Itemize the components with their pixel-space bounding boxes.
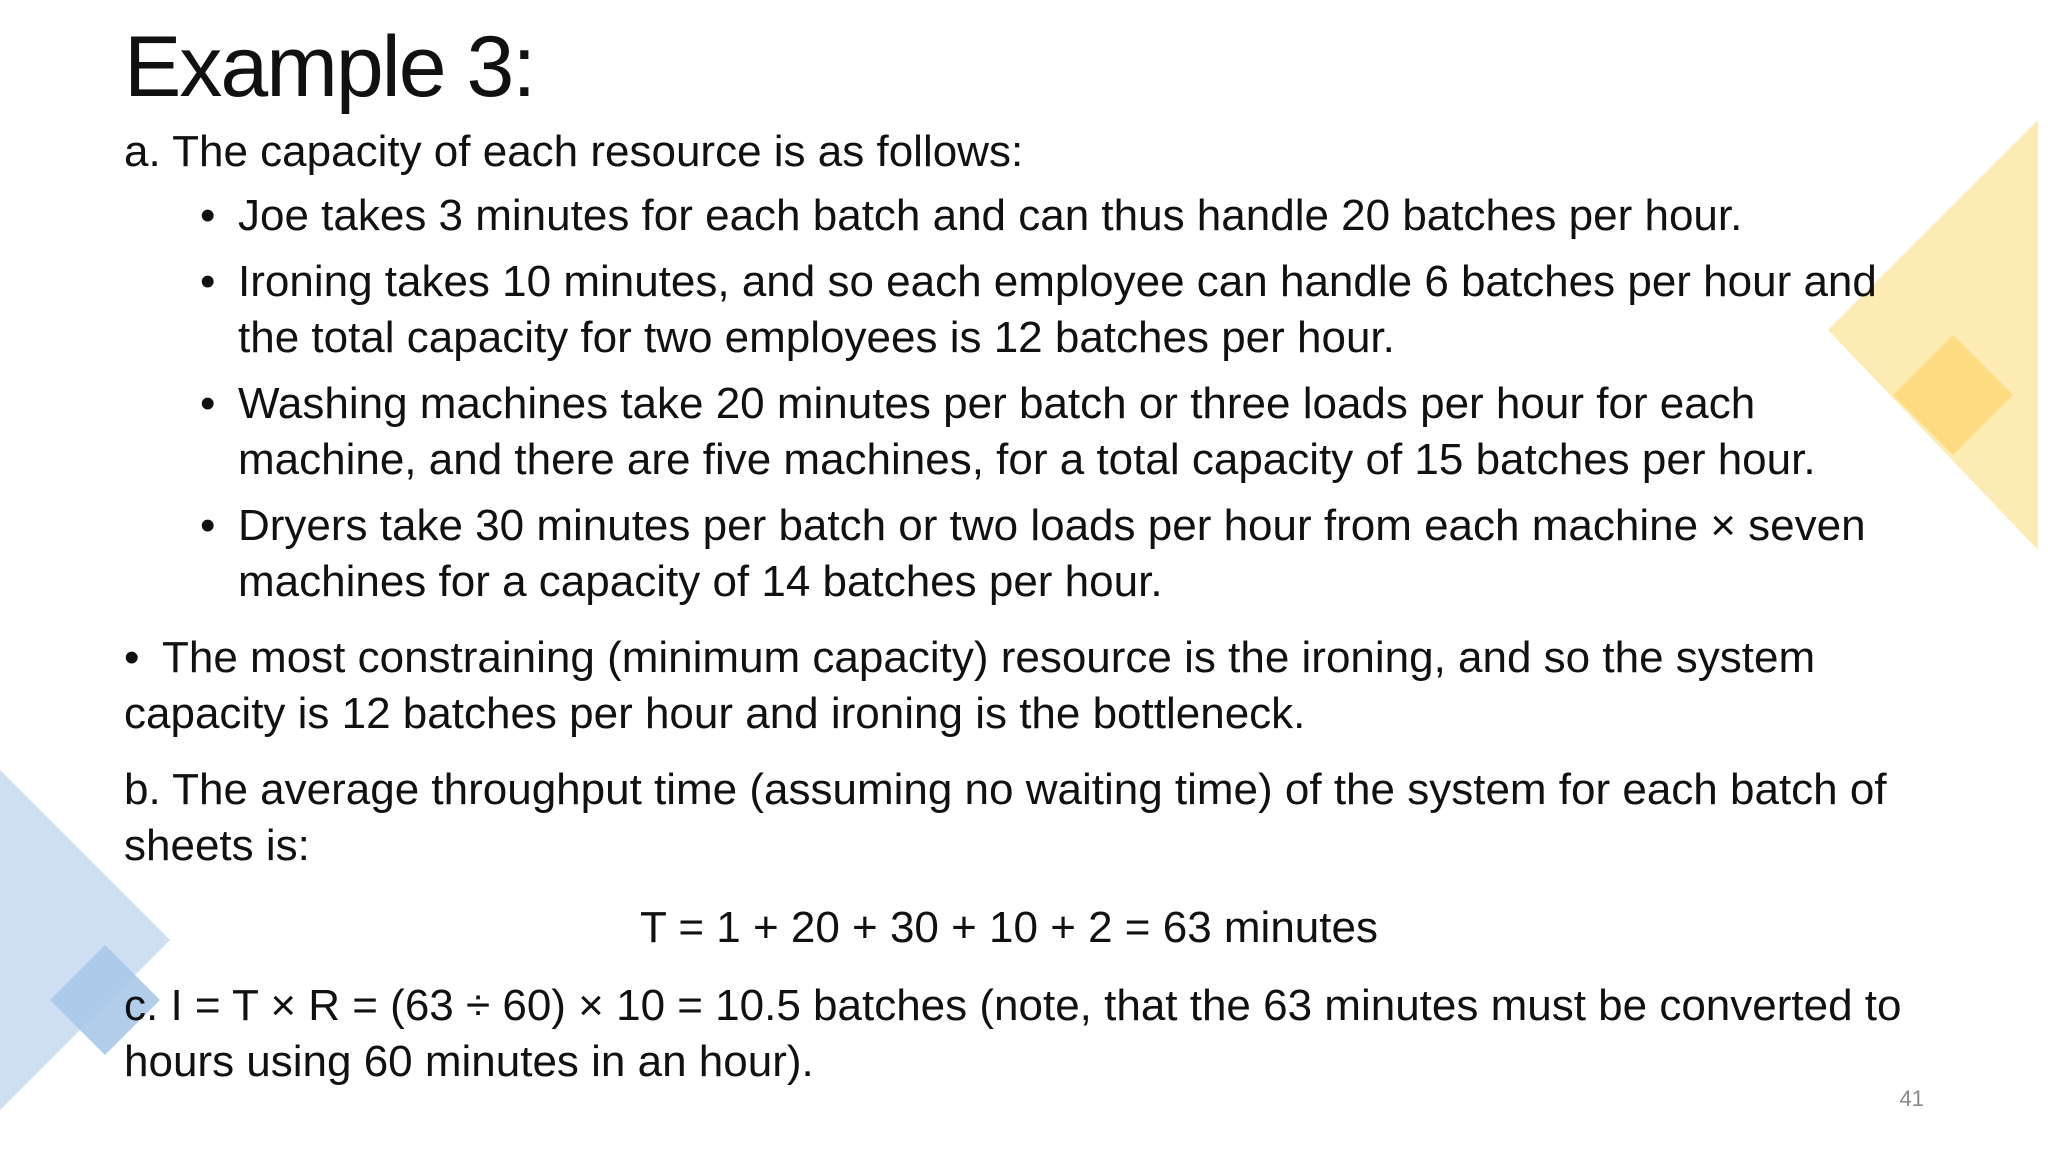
bullet-text: Washing machines take 20 minutes per batch or three loads per hour for each machine, and there are five machines, for a total capacity of 15 batches per hour.	[238, 379, 1816, 484]
capacity-bullet-list	[124, 188, 1924, 610]
bullet-item-joe	[124, 188, 1924, 244]
bullet-item-washing	[124, 376, 1924, 488]
conclusion-text: The most constraining (minimum capacity) resource is the ironing, and so the system capacity is 12 batches per hour and ironing is the bottleneck.	[124, 633, 1816, 738]
slide-title: Example 3:	[124, 19, 535, 115]
bottleneck-conclusion	[124, 630, 1924, 742]
bullet-text: Joe takes 3 minutes for each batch and can thus handle 20 batches per hour.	[238, 191, 1743, 240]
page-number: 41	[1899, 1086, 1924, 1111]
part-c-text: c. I = T × R = (63 ÷ 60) × 10 = 10.5 batches (note, that the 63 minutes must be converted to hours using 60 minutes in an hour).	[124, 981, 1902, 1086]
part-b-text: b. The average throughput time (assuming no waiting time) of the system for each batch of sheets is:	[124, 765, 1887, 870]
bullet-icon: •	[200, 501, 216, 550]
bullet-item-ironing	[124, 254, 1924, 366]
bullet-item-dryers	[124, 498, 1924, 610]
bullet-icon: •	[200, 379, 216, 428]
bullet-text: Ironing takes 10 minutes, and so each employee can handle 6 batches per hour and the total capacity for two employees is 12 batches per hour.	[238, 257, 1877, 362]
bullet-icon: •	[200, 191, 216, 240]
bullet-text: Dryers take 30 minutes per batch or two loads per hour from each machine × seven machines for a capacity of 14 batches per hour.	[238, 501, 1866, 606]
bullet-icon: •	[200, 257, 216, 306]
slide-content	[124, 124, 1924, 1090]
bullet-icon: •	[124, 633, 140, 682]
throughput-formula: T = 1 + 20 + 30 + 10 + 2 = 63 minutes	[640, 903, 1378, 952]
part-a-heading: a. The capacity of each resource is as follows:	[124, 127, 1024, 176]
